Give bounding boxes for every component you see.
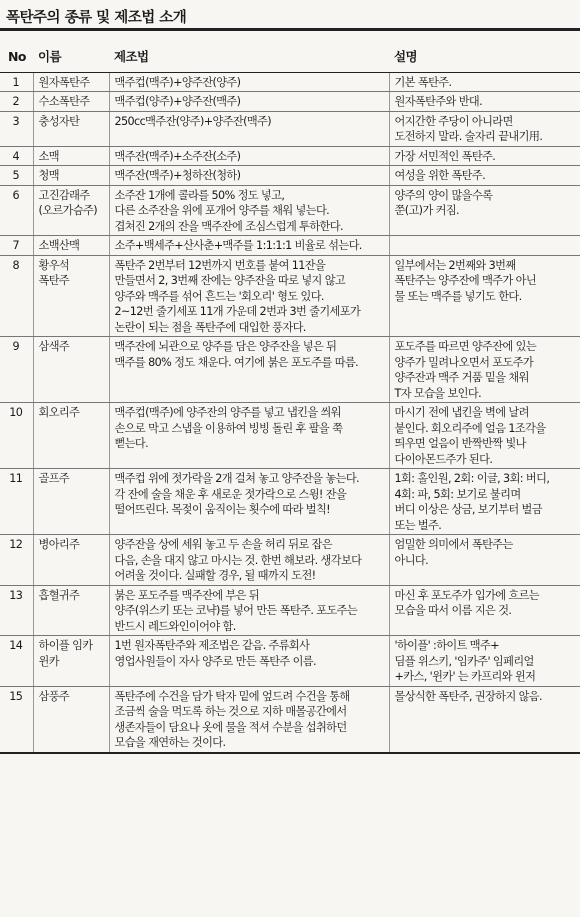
row-name: 삼색주 [33, 337, 109, 403]
row-method: 맥주컵(맥주)에 양주잔의 양주를 넣고 냅킨을 씌워 손으로 막고 스냅을 이용하여 빙빙 돌린 후 팔을 쭉 뻗는다. [109, 403, 389, 469]
row-no: 2 [0, 92, 33, 112]
row-note: 엄밀한 의미에서 폭탄주는 아니다. [389, 535, 580, 586]
row-method: 맥주잔(맥주)+소주잔(소주) [109, 146, 389, 166]
table-header-row [0, 44, 580, 72]
row-note: 마신 후 포도주가 입가에 흐르는 모습을 따서 이름 지은 것. [389, 585, 580, 636]
row-no: 14 [0, 636, 33, 687]
table-row [0, 92, 580, 112]
row-method: 맥주잔에 뇌관으로 양주를 담은 양주잔을 넣은 뒤 맥주를 80% 정도 채운다. 여기에 붉은 포도주를 따름. [109, 337, 389, 403]
row-name: 청맥 [33, 166, 109, 186]
row-name: 골프주 [33, 469, 109, 535]
row-note: 여성을 위한 폭탄주. [389, 166, 580, 186]
row-method: 폭탄주에 수건을 담가 탁자 밑에 엎드려 수건을 통해 조금씩 술을 먹도록 하는 것으로 지하 매몰공간에서 생존자들이 담요나 옷에 물을 적셔 수분을 섭취하던 모습을 재연하는 것이다. [109, 686, 389, 753]
row-no: 3 [0, 111, 33, 146]
row-name: 원자폭탄주 [33, 72, 109, 92]
table-row [0, 255, 580, 337]
table-row [0, 166, 580, 186]
header-name: 이름 [33, 44, 109, 72]
row-method: 맥주컵(양주)+양주잔(맥주) [109, 92, 389, 112]
row-no: 15 [0, 686, 33, 753]
row-note: 포도주를 따르면 양주잔에 있는 양주가 밀려나오면서 포도주가 양주잔과 맥주 거품 밑을 채워 T자 모습을 보인다. [389, 337, 580, 403]
row-note: '하이플' :하이트 맥주+ 딤플 위스키, '임카주' 임페리얼 +카스, '윈카' 는 카프리와 윈저 [389, 636, 580, 687]
table-row [0, 686, 580, 753]
table-row [0, 146, 580, 166]
table-row [0, 337, 580, 403]
header-method: 제조법 [109, 44, 389, 72]
row-method: 맥주컵 위에 젓가락을 2개 걸쳐 놓고 양주잔을 놓는다. 각 잔에 술을 채운 후 새로운 젓가락으로 스윙! 잔을 떨어뜨린다. 목젖이 움직이는 횟수에 따라 벌칙! [109, 469, 389, 535]
table-row [0, 585, 580, 636]
row-method: 맥주잔(맥주)+청하잔(청하) [109, 166, 389, 186]
row-no: 11 [0, 469, 33, 535]
header-no: No [0, 44, 33, 72]
row-no: 13 [0, 585, 33, 636]
table-row [0, 185, 580, 236]
table-row [0, 236, 580, 256]
row-note: 몰상식한 폭탄주, 권장하지 않음. [389, 686, 580, 753]
row-method: 소주잔 1개에 콜라를 50% 정도 넣고, 다른 소주잔을 위에 포개어 양주를 채워 넣는다. 겹쳐진 2개의 잔을 맥주잔에 조심스럽게 투하한다. [109, 185, 389, 236]
row-name: 수소폭탄주 [33, 92, 109, 112]
row-note: 원자폭탄주와 반대. [389, 92, 580, 112]
title-rule [0, 28, 580, 31]
table-row [0, 469, 580, 535]
row-method: 소주+백세주+산사춘+맥주를 1:1:1:1 비율로 섞는다. [109, 236, 389, 256]
row-no: 12 [0, 535, 33, 586]
row-name: 삼풍주 [33, 686, 109, 753]
row-name: 고진감래주 (오르가슴주) [33, 185, 109, 236]
row-no: 4 [0, 146, 33, 166]
row-note: 가장 서민적인 폭탄주. [389, 146, 580, 166]
bomb-drink-table [0, 44, 580, 754]
table-row [0, 72, 580, 92]
row-note: 양주의 양이 많을수록 쭌(고)가 커짐. [389, 185, 580, 236]
row-name: 흡혈귀주 [33, 585, 109, 636]
row-no: 8 [0, 255, 33, 337]
row-no: 10 [0, 403, 33, 469]
row-name: 회오리주 [33, 403, 109, 469]
row-method: 맥주컵(맥주)+양주잔(양주) [109, 72, 389, 92]
row-note [389, 236, 580, 256]
row-name: 충성자탄 [33, 111, 109, 146]
page-title: 폭탄주의 종류 및 제조법 소개 [6, 10, 187, 26]
row-note: 기본 폭탄주. [389, 72, 580, 92]
row-method: 250cc맥주잔(양주)+양주잔(맥주) [109, 111, 389, 146]
row-no: 1 [0, 72, 33, 92]
row-no: 9 [0, 337, 33, 403]
row-no: 5 [0, 166, 33, 186]
row-note: 어지간한 주당이 아니라면 도전하지 말라. 술자리 끝내기用. [389, 111, 580, 146]
row-name: 소맥 [33, 146, 109, 166]
row-name: 소백산맥 [33, 236, 109, 256]
table-row [0, 535, 580, 586]
row-method: 붉은 포도주를 맥주잔에 부은 뒤 양주(위스키 또는 코냑)를 넣어 만든 폭탄주. 포도주는 반드시 레드와인이어야 함. [109, 585, 389, 636]
table-row [0, 111, 580, 146]
row-note: 일부에서는 2번째와 3번째 폭탄주는 양주잔에 맥주가 아닌 물 또는 맥주를 넣기도 한다. [389, 255, 580, 337]
row-name: 황우석 폭탄주 [33, 255, 109, 337]
table-row [0, 636, 580, 687]
row-note: 1회: 홀인원, 2회: 이글, 3회: 버디, 4회: 파, 5회: 보기로 불리며 버디 이상은 상금, 보기부터 벌금 또는 벌주. [389, 469, 580, 535]
row-no: 6 [0, 185, 33, 236]
header-note: 설명 [389, 44, 580, 72]
row-no: 7 [0, 236, 33, 256]
row-method: 1번 원자폭탄주와 제조법은 같음. 주류회사 영업사원들이 자사 양주로 만든 폭탄주 이름. [109, 636, 389, 687]
row-method: 폭탄주 2번부터 12번까지 번호를 붙여 11잔을 만들면서 2, 3번째 잔에는 양주잔을 따로 넣지 않고 양주와 맥주를 섞어 흔드는 '회오리' 형도 있다. 2~12번 줄기세포 11개 가운데 2번과 3번 줄기세포가 논란이 되는 점을 폭탄주에 대입한 풍자다. [109, 255, 389, 337]
row-name: 하이플 임카 윈카 [33, 636, 109, 687]
row-method: 양주잔을 상에 세워 놓고 두 손을 허리 뒤로 잡은 다음, 손을 대지 않고 마시는 것. 한번 해보라. 생각보다 어려울 것이다. 실패할 경우, 될 때까지 도전! [109, 535, 389, 586]
row-note: 마시기 전에 냅킨을 벽에 날려 붙인다. 회오리주에 얼음 1조각을 띄우면 얼음이 반짝반짝 빛나 다이아몬드주가 된다. [389, 403, 580, 469]
row-name: 병아리주 [33, 535, 109, 586]
table-row [0, 403, 580, 469]
